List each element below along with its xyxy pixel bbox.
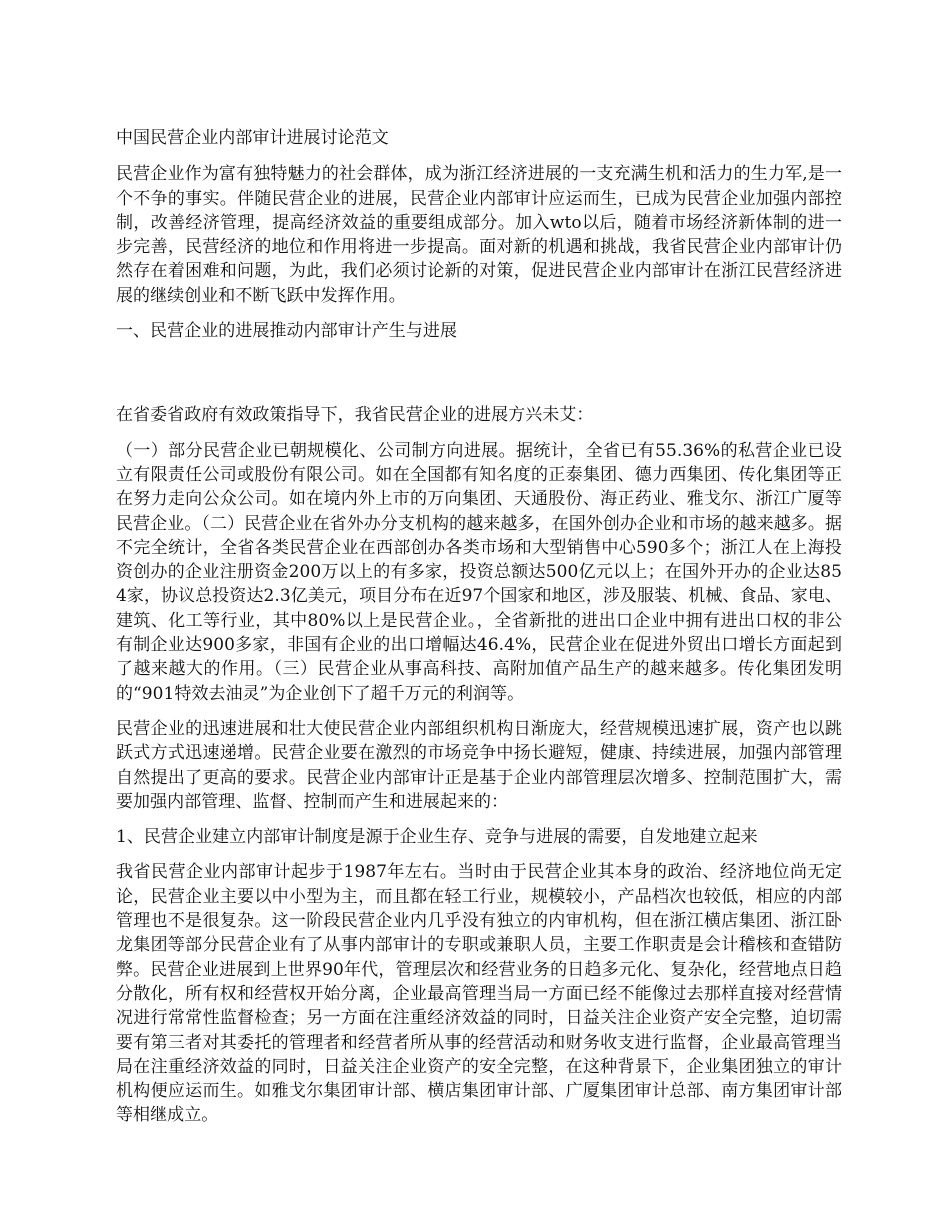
history-paragraph: 我省民营企业内部审计起步于1987年左右。当时由于民营企业其本身的政治、经济地位尚无定论，民营企业主要以中小型为主，而且都在轻工行业，规模较小，产品档次也较低，相应的内部管理也不是很复杂。这一阶段民营企业内几乎没有独立的内审机构，但在浙江横店集团、浙江卧龙集团等部分民营企业有了从事内部审计的专职或兼职人员，主要工作职责是会计稽核和查错防弊。民营企业进展到上世界90年代，管理层次和经营业务的日趋多元化、复杂化，经营地点日趋分散化，所有权和经营权开始分离，企业最高管理当局一方面已经不能像过去那样直接对经营情况进行常常性监督检查；另一方面在注重经济效益的同时，日益关注企业资产安全完整，迫切需要有第三者对其委托的管理者和经营者所从事的经营活动和财务收支进行监督，企业最高管理当局在注重经济效益的同时，日益关注企业资产的安全完整，在这种背景下，企业集团独立的审计机构便应运而生。如雅戈尔集团审计部、横店集团审计部、广厦集团审计总部、南方集团审计部等相继成立。 <box>116 862 842 1126</box>
document-title: 中国民营企业内部审计进展讨论范文 <box>116 128 389 148</box>
growth-paragraph: 民营企业的迅速进展和壮大使民营企业内部组织机构日渐庞大，经营规模迅速扩展，资产也以跳跃式方式迅速递增。民营企业要在激烈的市场竞争中扬长避短，健康、持续进展，加强内部管理自然提出了更高的要求。民营企业内部审计正是基于企业内部管理层次增多、控制范围扩大，需要加强内部管理、监督、控制而产生和进展起来的： <box>116 718 842 812</box>
document-page <box>116 126 842 1139</box>
section-heading-2: 1、民营企业建立内部审计制度是源于企业生存、竞争与进展的需要，自发地建立起来 <box>116 827 758 848</box>
statistics-paragraph: （一）部分民营企业已朝规模化、公司制方向进展。据统计，全省已有55.36%的私营企业已设立有限责任公司或股份有限公司。如在全国都有知名度的正泰集团、德力西集团、传化集团等正在努力走向公众公司。如在境内外上市的万向集团、天通股份、海正药业、雅戈尔、浙江广厦等民营企业。（二）民营企业在省外办分支机构的越来越多，在国外创办企业和市场的越来越多。据不完全统计，全省各类民营企业在西部创办各类市场和大型销售中心590多个；浙江人在上海投资创办的企业注册资金200万以上的有多家，投资总额达500亿元以上；在国外开办的企业达854家，协议总投资达2.3亿美元，项目分布在近97个国家和地区，涉及服装、机械、食品、家电、建筑、化工等行业，其中80%以上是民营企业。，全省新批的进出口企业中拥有进出口权的非公有制企业达900多家，非国有企业的出口增幅达46.4%，民营企业在促进外贸出口增长方面起到了越来越大的作用。（三）民营企业从事高科技、高附加值产品生产的越来越多。传化集团发明的“901特效去油灵”为企业创下了超千万元的利润等。 <box>116 440 842 704</box>
policy-paragraph: 在省委省政府有效政策指导下，我省民营企业的进展方兴未艾： <box>116 405 594 426</box>
blank-spacer <box>116 354 842 403</box>
intro-paragraph: 民营企业作为富有独特魅力的社会群体，成为浙江经济进展的一支充满生机和活力的生力军,是一个不争的事实。伴随民营企业的进展，民营企业内部审计应运而生，已成为民营企业加强内部控制，改善经济管理，提高经济效益的重要组成部分。加入wto以后，随着市场经济新体制的进一步完善，民营经济的地位和作用将进一步提高。面对新的机遇和挑战，我省民营企业内部审计仍然存在着困难和问题，为此，我们必须讨论新的对策，促进民营企业内部审计在浙江民营经济进展的继续创业和不断飞跃中发挥作用。 <box>116 164 842 306</box>
section-heading-1: 一、民营企业的进展推动内部审计产生与进展 <box>116 321 457 342</box>
